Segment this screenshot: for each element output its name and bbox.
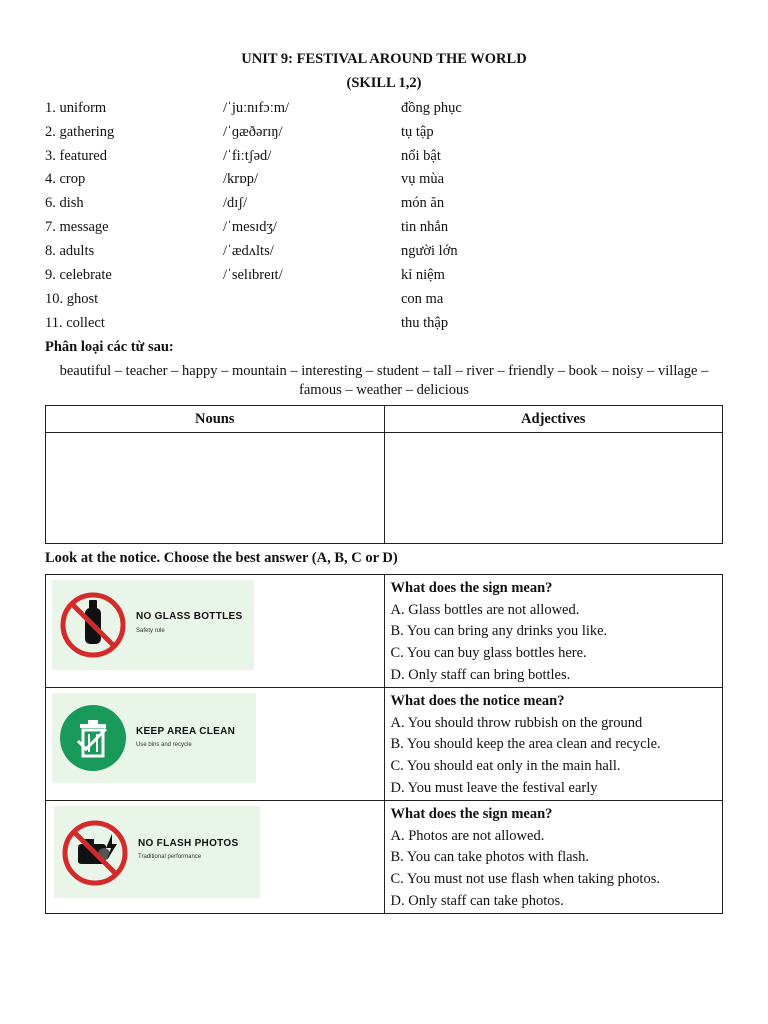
vocab-word: 1. uniform (45, 100, 107, 116)
sign-keep-area-clean (52, 693, 256, 783)
vocab-meaning: kỉ niệm (401, 267, 445, 283)
question-text: What does the sign mean? (390, 806, 553, 822)
vocab-meaning: tin nhắn (401, 219, 449, 235)
vocab-row (45, 267, 725, 287)
vocab-ipa: /krɒp/ (223, 171, 258, 187)
vocab-word: 10. ghost (45, 291, 99, 307)
classify-heading: Phân loại các từ sau: (45, 339, 174, 355)
question-row (46, 575, 723, 688)
option-c[interactable]: C. You must not use flash when taking photos. (390, 871, 660, 888)
nouns-header: Nouns (46, 406, 385, 433)
vocab-row (45, 124, 725, 144)
question-text: What does the notice mean? (390, 693, 565, 709)
vocab-meaning: đồng phục (401, 100, 462, 116)
sign-cell (46, 575, 385, 688)
sign-no-flash-photos (54, 806, 260, 898)
option-d[interactable]: D. You must leave the festival early (390, 779, 598, 796)
option-d[interactable]: D. Only staff can take photos. (390, 892, 564, 909)
option-a[interactable]: A. Photos are not allowed. (390, 827, 545, 844)
option-a[interactable]: A. You should throw rubbish on the ground (390, 714, 643, 731)
classify-table (45, 405, 723, 544)
option-b[interactable]: B. You can bring any drinks you like. (390, 623, 608, 640)
adjectives-answer-cell[interactable] (384, 433, 723, 544)
recycle-bin-icon (58, 703, 128, 773)
adjectives-header: Adjectives (384, 406, 723, 433)
sign-no-glass-bottles (52, 580, 254, 670)
question-cell (384, 801, 723, 914)
sign-cell (46, 688, 385, 801)
option-b[interactable]: B. You can take photos with flash. (390, 849, 590, 866)
question-cell (384, 575, 723, 688)
vocab-meaning: con ma (401, 291, 444, 307)
sign-title: NO GLASS BOTTLES (136, 611, 243, 622)
vocab-word: 8. adults (45, 243, 95, 259)
vocab-word: 11. collect (45, 315, 105, 331)
vocab-word: 7. message (45, 219, 109, 235)
option-c[interactable]: C. You should eat only in the main hall. (390, 758, 621, 775)
page-subtitle: (SKILL 1,2) (346, 75, 422, 91)
vocab-row (45, 148, 725, 168)
vocab-ipa: /ˈselɪbreɪt/ (223, 267, 283, 283)
vocab-row (45, 100, 725, 120)
vocab-meaning: người lớn (401, 243, 458, 259)
notice-table (45, 574, 723, 914)
no-bottle-icon (58, 590, 128, 660)
sign-title: KEEP AREA CLEAN (136, 726, 236, 737)
vocab-word: 3. featured (45, 148, 107, 164)
notice-heading: Look at the notice. Choose the best answer (A, B, C or D) (45, 550, 398, 566)
vocab-ipa: /ˈjuːnɪfɔːm/ (223, 100, 290, 116)
vocab-row (45, 315, 725, 335)
vocab-meaning: thu thập (401, 315, 449, 331)
vocab-ipa: /ˈmesɪdʒ/ (223, 219, 277, 235)
vocab-ipa: /ˈfiːtʃəd/ (223, 148, 272, 164)
vocab-row (45, 291, 725, 311)
vocab-word: 6. dish (45, 195, 84, 211)
vocab-row (45, 195, 725, 215)
question-row (46, 801, 723, 914)
option-b[interactable]: B. You should keep the area clean and recycle. (390, 736, 661, 753)
option-c[interactable]: C. You can buy glass bottles here. (390, 645, 587, 662)
vocab-row (45, 171, 725, 191)
vocab-row (45, 219, 725, 239)
vocab-word: 4. crop (45, 171, 86, 187)
vocab-ipa: /ˈɡæðərɪŋ/ (223, 124, 283, 140)
vocab-meaning: vụ mùa (401, 171, 445, 187)
vocab-row (45, 243, 725, 263)
sign-subtitle: Safety rule (136, 628, 165, 634)
sign-cell (46, 801, 385, 914)
question-row (46, 688, 723, 801)
option-a[interactable]: A. Glass bottles are not allowed. (390, 601, 580, 618)
question-text: What does the sign mean? (390, 580, 553, 596)
vocab-ipa: /ˈædʌlts/ (223, 243, 274, 259)
question-cell (384, 688, 723, 801)
sign-subtitle: Traditional performance (138, 854, 202, 860)
vocab-meaning: món ăn (401, 195, 445, 211)
vocab-meaning: tụ tập (401, 124, 434, 140)
page-title: UNIT 9: FESTIVAL AROUND THE WORLD (241, 51, 527, 67)
sign-subtitle: Use bins and recycle (136, 742, 192, 748)
vocab-word: 9. celebrate (45, 267, 112, 283)
vocab-ipa: /dɪʃ/ (223, 195, 248, 211)
no-flash-camera-icon (60, 818, 130, 888)
classify-word-list: beautiful – teacher – happy – mountain – interesting – student – tall – river – friendly – book – noisy – village – famous – weather – delicious (59, 363, 709, 398)
vocab-meaning: nổi bật (401, 148, 441, 164)
sign-title: NO FLASH PHOTOS (138, 838, 239, 849)
option-d[interactable]: D. Only staff can bring bottles. (390, 666, 571, 683)
nouns-answer-cell[interactable] (46, 433, 385, 544)
vocab-word: 2. gathering (45, 124, 115, 140)
